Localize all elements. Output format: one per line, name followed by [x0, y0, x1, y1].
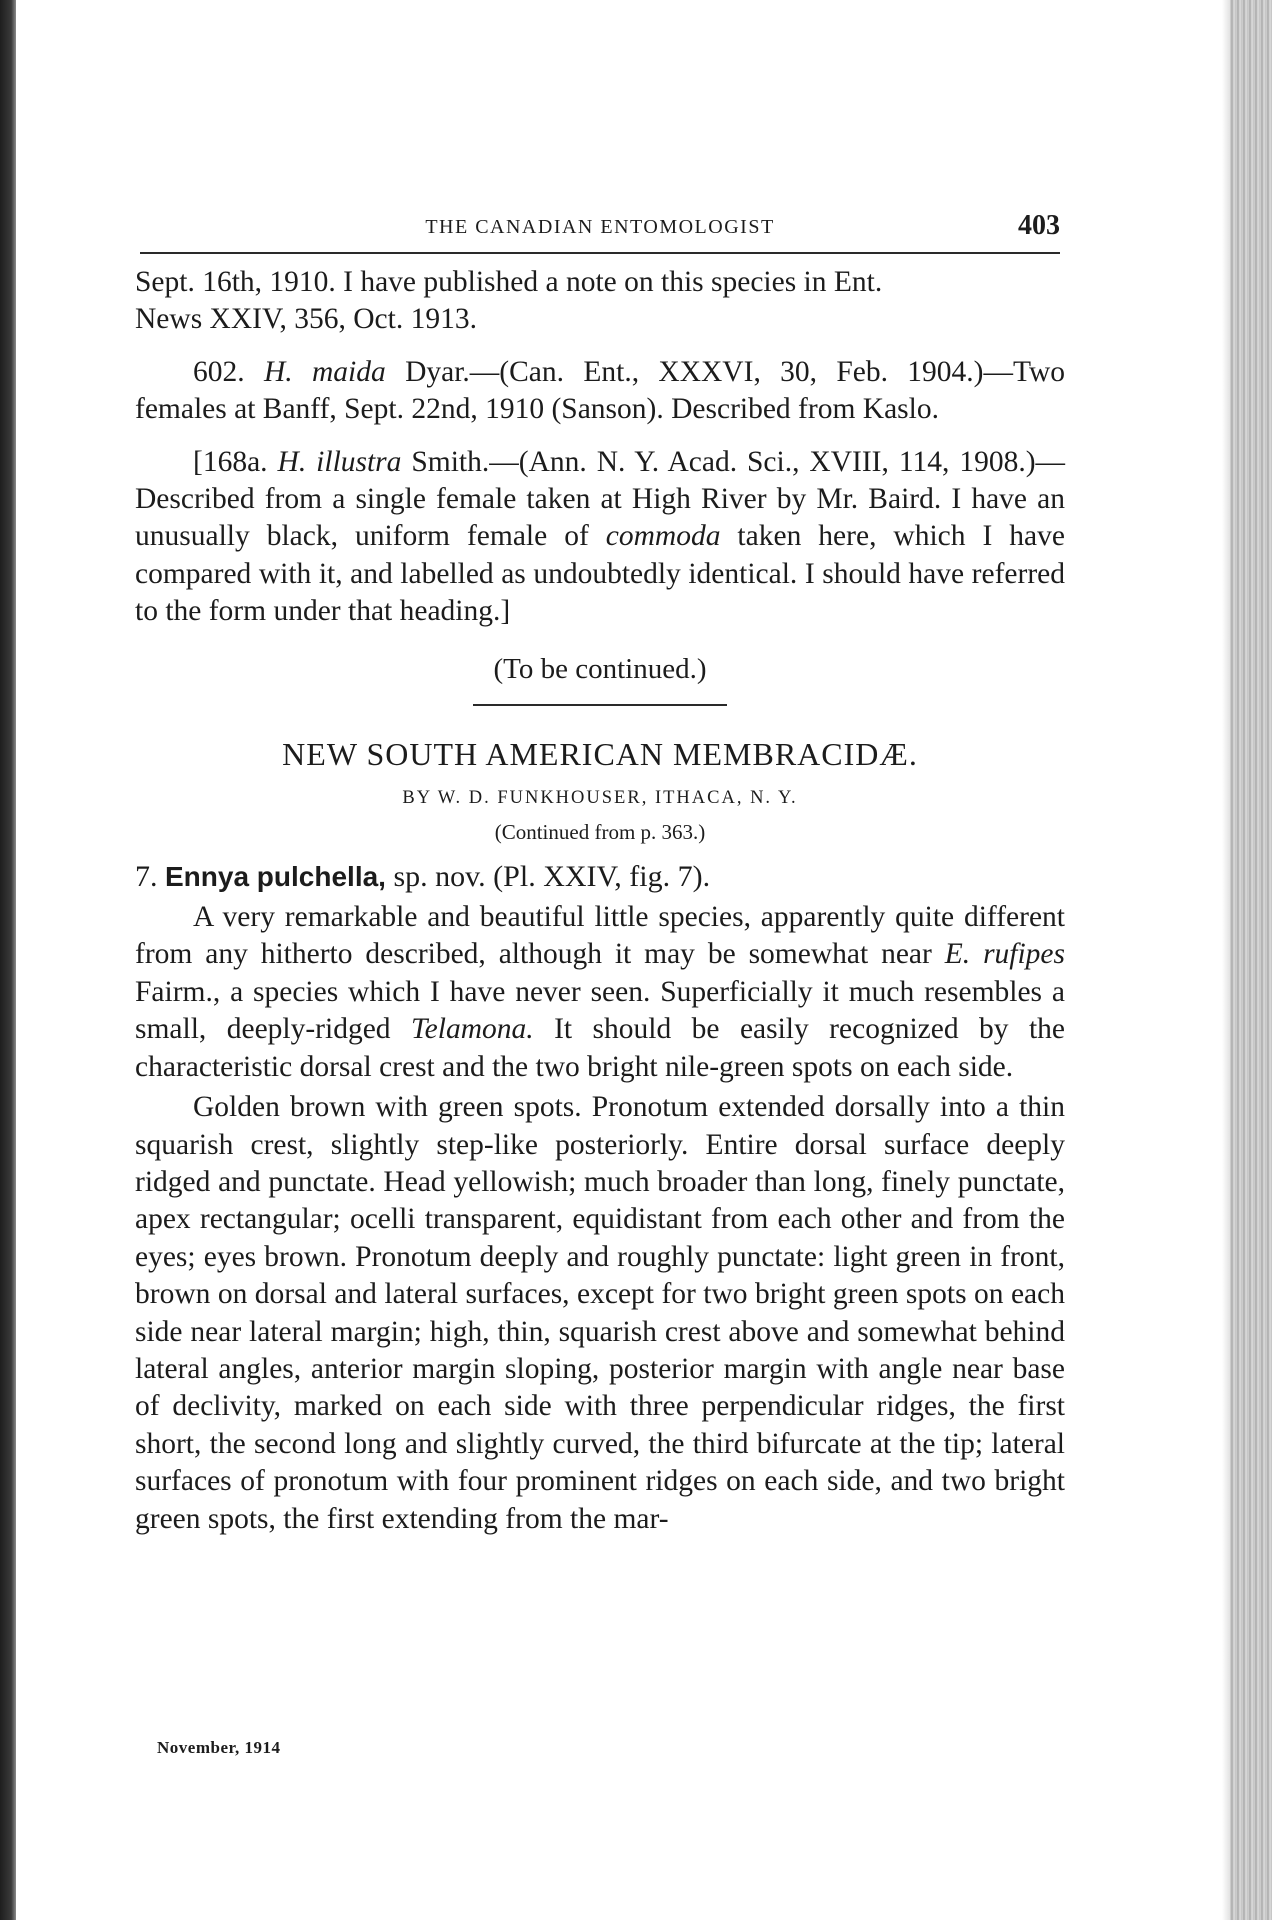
section-divider: [473, 704, 727, 706]
book-binding: [0, 0, 16, 1920]
species-heading: [135, 858, 1065, 896]
para1-italic-rufipes: E. rufipes: [944, 938, 1066, 971]
para1-part-c: It should be easily recognized by the characteristic dorsal crest and the two bright nile-green spots on each side.: [135, 1013, 1065, 1083]
entry-602-text: Dyar.—(Can. Ent., XXXVI, 30, Feb. 1904.)—Two females at Banff, Sept. 22nd, 1910 (Sanson). Described from Kaslo.: [135, 355, 1066, 426]
page-number: 403: [1018, 210, 1060, 241]
description-paragraph-1: [135, 899, 1065, 1086]
entry-168a-text-2: taken here, which I have compared with it, and labelled as undoubtedly identical. I should have referred to the form under that heading.]: [135, 520, 1065, 628]
journal-page: [125, 0, 1065, 1920]
para1-italic-telamona: Telamona.: [410, 1013, 534, 1046]
description-paragraph-2: Golden brown with green spots. Pronotum extended dorsally into a thin squarish crest, slightly step-like posteriorly. Entire dorsal surface deeply ridged and punctate. Head yellowish; much broader than long, finely punctate, apex rectangular; ocelli transparent, equidistant from each other and from the eyes; eyes brown. Pronotum deeply and roughly punctate: light green in front, brown on dorsal and lateral surfaces, except for two bright green spots on each side near lateral margin; high, thin, squarish crest above and somewhat behind lateral angles, anterior margin sloping, posterior margin with angle near base of declivity, marked on each side with three perpendicular ridges, the first short, the second long and slightly curved, the third bifurcate at the tip; lateral surfaces of pronotum with four prominent ridges on each side, and two bright green spots, the first extending from the mar-: [135, 1091, 1065, 1535]
species-name: Ennya pulchella,: [165, 861, 386, 893]
continuation-line-2: News XXIV, 356, Oct. 1913.: [135, 303, 477, 336]
para1-part-b: Fairm., a species which I have never seen. Superficially it much resembles a small, deeply-ridged: [135, 975, 1065, 1046]
entry-168a-number: [168a.: [193, 445, 268, 478]
entry-602: [135, 354, 1065, 429]
page-edges: [1230, 0, 1272, 1920]
article-title: NEW SOUTH AMERICAN MEMBRACIDÆ.: [282, 736, 918, 773]
continuation-line-1: Sept. 16th, 1910. I have published a note on this species in Ent.: [135, 266, 883, 298]
page-gutter: [1222, 0, 1230, 1920]
to-be-continued: (To be continued.): [493, 652, 707, 685]
para1-part-a: A very remarkable and beautiful little species, apparently quite different from any hitherto described, although it may be somewhat near: [135, 901, 1065, 971]
entry-168a-genus: H.: [277, 445, 307, 478]
running-title: THE CANADIAN ENTOMOLOGIST: [425, 216, 775, 238]
entry-602-number: 602.: [193, 355, 245, 388]
entry-168a-commoda: commoda: [605, 520, 721, 553]
text-block: [135, 264, 1065, 1538]
continued-from-note: (Continued from p. 363.): [494, 820, 706, 845]
species-number: 7.: [135, 860, 158, 894]
entry-168a-text-1: Smith.—(Ann. N. Y. Acad. Sci., XVIII, 114, 1908.)—Described from a single female taken at High River by Mr. Baird. I have an unusually black, uniform female of: [135, 445, 1066, 553]
entry-168a-species: illustra: [316, 445, 402, 478]
entry-602-genus: H.: [263, 355, 293, 388]
article-byline: BY W. D. FUNKHOUSER, ITHACA, N. Y.: [402, 788, 798, 809]
prev-article-continuation: [135, 264, 1065, 339]
issue-date: November, 1914: [157, 1738, 281, 1757]
running-head: [140, 212, 1060, 254]
entry-602-species: maida: [312, 355, 386, 388]
entry-168a: [135, 444, 1065, 631]
species-heading-rest: sp. nov. (Pl. XXIV, fig. 7).: [385, 860, 711, 894]
